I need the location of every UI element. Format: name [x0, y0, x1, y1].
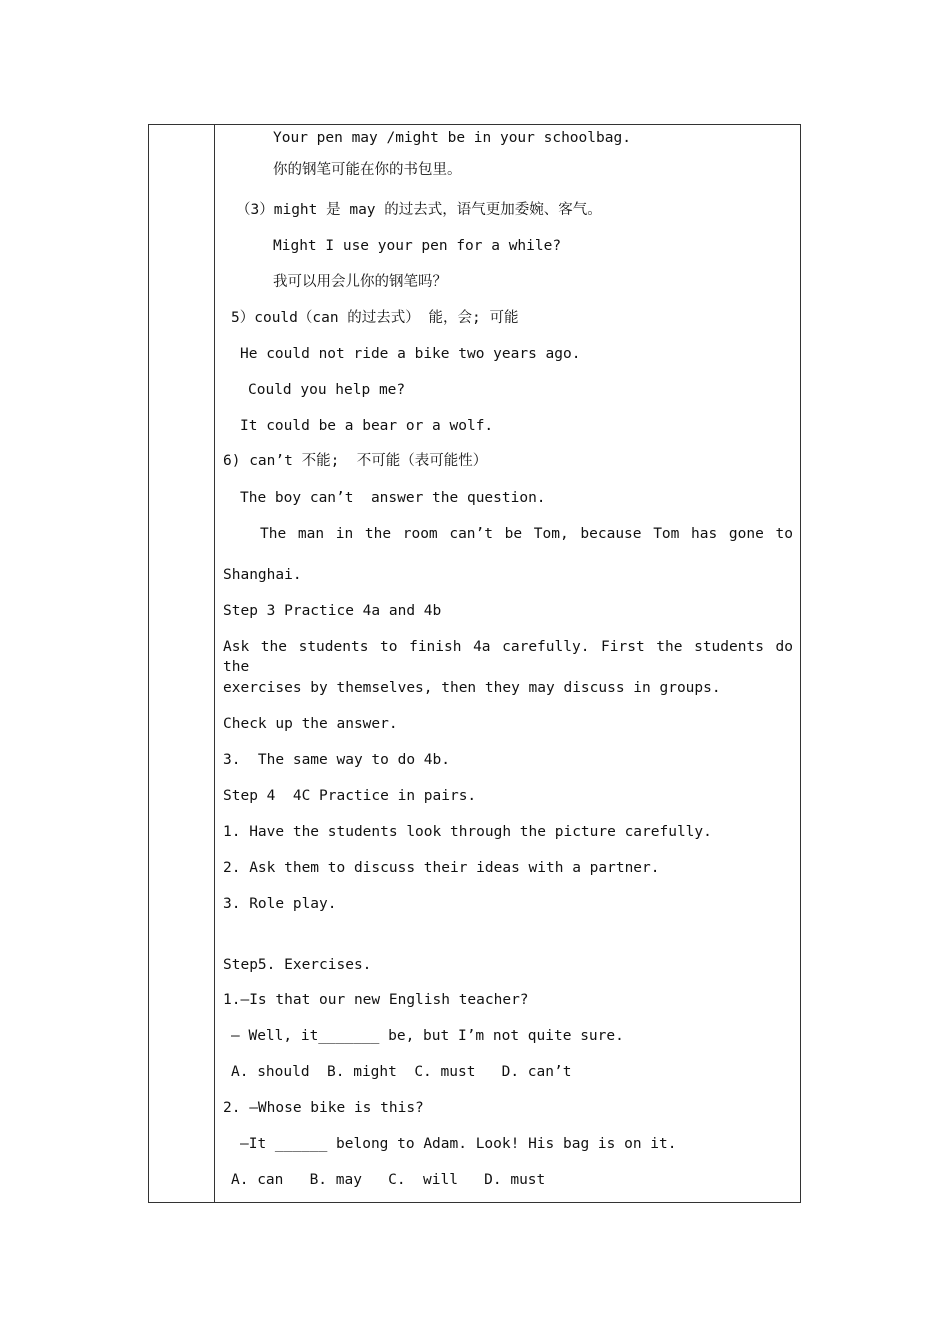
text-line: It could be a bear or a wolf.: [240, 418, 494, 434]
text-line: （3）might 是 may 的过去式，语气更加委婉、客气。: [236, 202, 602, 218]
text-line: 我可以用会儿你的钢笔吗？: [273, 274, 447, 290]
text-line: Check up the answer.: [223, 716, 398, 732]
text-line: Step 3 Practice 4a and 4b: [223, 603, 442, 619]
text-line: 1. Have the students look through the picture carefully.: [223, 824, 712, 840]
text-line: Shanghai.: [223, 567, 302, 583]
left-column-cell: [149, 125, 215, 1202]
text-line: Step5. Exercises.: [223, 957, 372, 973]
text-line: — Well, it_______ be, but I’m not quite sure.: [231, 1028, 624, 1044]
text-line: 2. —Whose bike is this?: [223, 1100, 424, 1116]
text-line: 5）could（can 的过去式） 能，会; 可能: [231, 310, 519, 326]
text-line: Could you help me?: [248, 382, 406, 398]
text-line: The boy can’t answer the question.: [240, 490, 546, 506]
text-line: He could not ride a bike two years ago.: [240, 346, 581, 362]
text-line: exercises by themselves, then they may discuss in groups.: [223, 680, 721, 696]
text-line: Step 4 4C Practice in pairs.: [223, 788, 477, 804]
text-line: Might I use your pen for a while?: [273, 238, 562, 254]
text-line: Ask the students to finish 4a carefully. First the students do the: [223, 639, 793, 675]
text-line: —It ______ belong to Adam. Look! His bag is on it.: [240, 1136, 677, 1152]
text-line: A. can B. may C. will D. must: [231, 1172, 546, 1188]
text-line: 6) can’t 不能; 不可能（表可能性）: [223, 453, 488, 469]
text-line: The man in the room can’t be Tom, because Tom has gone to: [260, 526, 793, 542]
text-line: A. should B. might C. must D. can’t: [231, 1064, 572, 1080]
text-line: Your pen may /might be in your schoolbag.: [273, 130, 631, 146]
text-line: 3. The same way to do 4b.: [223, 752, 450, 768]
text-line: 1.—Is that our new English teacher?: [223, 992, 529, 1008]
text-line: 3. Role play.: [223, 896, 337, 912]
text-line: 你的钢笔可能在你的书包里。: [273, 162, 462, 178]
text-line: 2. Ask them to discuss their ideas with a partner.: [223, 860, 660, 876]
